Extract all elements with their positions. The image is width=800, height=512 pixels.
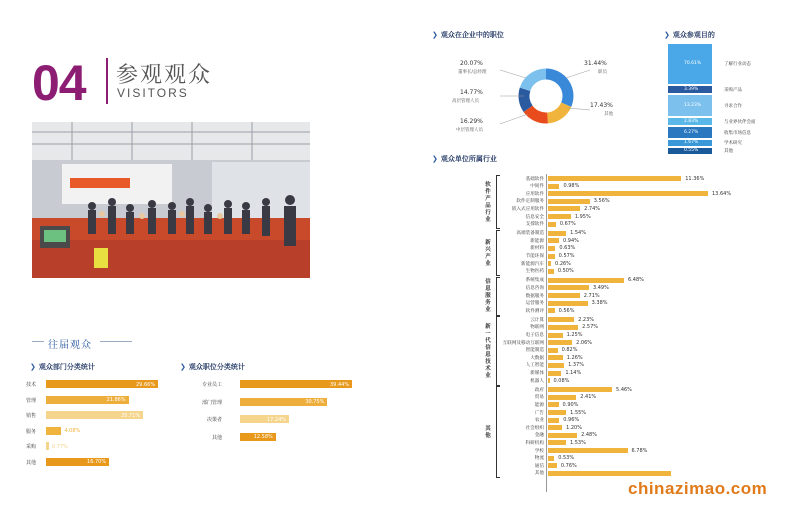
industry-value: 0.76%: [560, 462, 577, 469]
industry-label: 中间件: [530, 184, 544, 190]
industry-bar: [548, 378, 550, 383]
position-bar-label: 专业员工: [201, 382, 222, 388]
industry-value: 1.53%: [569, 439, 586, 446]
visit-goals-title: ❯ 观众参观目的: [664, 31, 715, 39]
industry-label: 软件测评: [525, 308, 544, 314]
industry-value: 1.14%: [565, 370, 582, 376]
dept-bar-label: 技术: [26, 382, 37, 388]
industry-value: 6.78%: [631, 447, 648, 454]
industry-value: 11.36%: [685, 175, 705, 182]
job-chart-title: ❯ 观众在企业中的职位: [432, 31, 504, 39]
industry-label: 数据服务: [525, 293, 544, 299]
department-chart-title: ❯ 观众部门分类统计: [30, 363, 95, 371]
position-bar-value: 30.75%: [305, 399, 325, 405]
previous-visitors-title: 往届观众: [48, 340, 92, 351]
donut-slice: [524, 89, 528, 108]
visit-goal-value: 0.55%: [684, 148, 699, 153]
prev-line-left: [32, 341, 44, 342]
prev-line-right: [100, 341, 132, 342]
industry-bar: [548, 425, 562, 430]
industry-label: 应用软件: [525, 191, 544, 197]
donut-value: 31.44%: [584, 60, 607, 67]
chevron-right-icon: ❯: [180, 363, 186, 371]
industry-value: 0.26%: [555, 260, 571, 267]
visit-goal-value: 2.83%: [684, 118, 699, 124]
industry-bar: [548, 199, 590, 204]
industry-value: 3.49%: [592, 284, 609, 291]
industry-bar: [548, 269, 554, 274]
industry-axis: [546, 174, 547, 492]
header-divider: [106, 58, 108, 104]
chevron-right-icon: ❯: [664, 31, 670, 39]
industry-label: 系统集成: [525, 278, 544, 284]
industry-group-bracket: [496, 230, 500, 277]
industry-value: 13.64%: [712, 190, 732, 197]
industry-label: 信息咨询: [525, 285, 544, 291]
industry-value: 0.90%: [562, 401, 579, 408]
industry-bar: [548, 325, 578, 330]
industry-label: 科研机构: [525, 440, 544, 446]
position-bar-value: 12.58%: [253, 434, 273, 440]
industry-label: 学校: [534, 448, 544, 454]
industry-label: 广告: [534, 410, 544, 416]
industry-bar: [548, 363, 564, 368]
industry-label: 金融: [534, 433, 544, 439]
industry-bar: [548, 254, 555, 259]
industry-label: 节能环保: [525, 254, 544, 259]
chevron-right-icon: ❯: [432, 31, 438, 39]
industry-bar: [548, 333, 563, 338]
industry-value: 0.82%: [561, 347, 578, 354]
industry-label: 嵌入式应用软件: [511, 206, 544, 212]
industry-label: 物流: [534, 456, 544, 462]
industry-bar: [548, 410, 566, 415]
leader-line: [566, 70, 590, 78]
donut-slice: [528, 109, 547, 118]
industry-bar: [548, 214, 571, 219]
industry-bar: [548, 222, 556, 227]
industry-label: 软件定制服务: [516, 199, 544, 205]
industry-bar: [548, 395, 576, 400]
industry-value: 5.46%: [616, 386, 632, 393]
industry-value: 2.23%: [578, 316, 595, 323]
dept-bar-label: 销售: [26, 413, 37, 419]
industry-value: 2.06%: [576, 339, 593, 346]
watermark: chinazimao.com: [628, 479, 768, 498]
industry-label: 能源: [534, 402, 544, 408]
dept-bar-label: 其他: [26, 459, 37, 466]
industry-label: 支撑软件: [525, 222, 544, 228]
donut-value: 16.29%: [460, 118, 483, 125]
industry-label: 信息安全: [525, 214, 544, 220]
industry-label: 其他: [534, 471, 544, 477]
industry-value: 1.37%: [568, 362, 584, 369]
section-title-cn: 参观观众: [116, 63, 213, 88]
visit-goal-value: 6.27%: [684, 129, 699, 135]
industry-bar: [548, 231, 566, 236]
industry-label: 新能源: [530, 238, 544, 244]
industry-group-label: 新兴产业: [485, 239, 491, 267]
industry-label: 互联网及移动互联网: [502, 340, 544, 346]
visit-goal-label: 寻求合作: [724, 103, 742, 109]
donut-value: 20.07%: [460, 60, 483, 67]
industry-value: 1.95%: [574, 213, 591, 220]
dept-bar: [46, 442, 49, 450]
industry-group-bracket: [496, 175, 500, 229]
exhibition-photo: [32, 122, 310, 278]
industry-label: 云计算: [530, 317, 544, 323]
chevron-right-icon: ❯: [30, 363, 36, 371]
industry-group-label: 软件产品行业: [485, 181, 491, 223]
industry-bar: [548, 433, 577, 438]
visit-goal-label: 学术研究: [724, 141, 742, 146]
industry-value: 6.48%: [628, 277, 644, 284]
section-title-en: VISITORS: [117, 86, 189, 100]
industry-bar: [548, 308, 555, 313]
position-bar-value: 17.24%: [266, 416, 287, 423]
industry-value: 0.96%: [563, 417, 580, 424]
position-bar-value: 39.44%: [330, 381, 350, 388]
industry-bar: [548, 176, 681, 181]
position-bar-label: 决策者: [206, 417, 222, 423]
dept-bar-label: 采购: [26, 444, 37, 450]
industry-bar: [548, 448, 628, 453]
industry-label: 生物医药: [525, 269, 544, 275]
industry-value: 3.38%: [591, 300, 608, 307]
industry-bar: [548, 301, 588, 306]
industry-group-bracket: [496, 386, 500, 478]
industry-label: 基础软件: [525, 176, 544, 182]
industry-value: 2.71%: [583, 292, 600, 299]
industry-value: 0.63%: [559, 245, 576, 252]
visit-goal-label: 与业界伙伴会面: [724, 119, 756, 125]
industry-bar: [548, 402, 559, 407]
visit-goal-value: 70.61%: [684, 61, 702, 66]
industry-label: 物联网: [530, 325, 544, 331]
section-number: 04: [32, 55, 86, 111]
industry-label: 机器人: [530, 378, 544, 384]
industry-bar: [548, 293, 580, 298]
industry-bar: [548, 285, 589, 290]
industry-label: 政府: [534, 387, 544, 393]
industry-value: 0.57%: [558, 253, 575, 259]
industry-label: 新能源汽车: [521, 261, 544, 267]
industry-value: 1.20%: [566, 424, 582, 431]
industry-bar: [548, 440, 566, 445]
industry-group-label: 新一代信息技术业: [485, 323, 491, 379]
industry-label: 电子信息: [525, 333, 544, 338]
industry-bar: [548, 261, 551, 266]
donut-label: 高层管理人员: [452, 99, 479, 104]
visit-goal-value: 1.67%: [684, 140, 699, 145]
dept-bar-value: 29.66%: [136, 381, 156, 388]
industry-bar: [548, 238, 559, 243]
visit-goal-label: 收集市场信息: [724, 130, 751, 136]
industry-label: 通信: [534, 463, 544, 469]
industry-value: 2.48%: [581, 432, 597, 439]
leader-line: [568, 108, 590, 110]
visit-goal-value: 3.39%: [684, 86, 699, 92]
industry-value: 2.57%: [582, 324, 599, 331]
position-bar-label: 部门管理: [201, 399, 222, 406]
dept-bar-value: 16.70%: [87, 459, 107, 465]
visit-goal-label: 其他: [724, 149, 733, 154]
industry-label: 大数据: [530, 355, 544, 361]
industry-label: 新媒体: [530, 371, 544, 376]
industry-value: 0.53%: [558, 455, 575, 462]
industry-group-label: 其他: [485, 425, 491, 439]
dept-bar-value: 21.86%: [106, 397, 126, 403]
leader-line: [500, 114, 528, 124]
industry-label: 智能制造: [525, 348, 544, 354]
industry-label: 人工智能: [525, 363, 544, 369]
industry-value: 1.54%: [570, 230, 586, 237]
industry-bar: [548, 206, 580, 211]
donut-value: 17.43%: [590, 102, 613, 109]
donut-slice: [548, 105, 567, 118]
industry-label: 贸易: [534, 395, 544, 401]
industry-bar: [548, 184, 559, 189]
industry-bar: [548, 463, 557, 468]
industry-group-label: 信息服务业: [485, 279, 491, 314]
dept-bar-value: 4.08%: [64, 428, 81, 434]
industry-label: 社会组织: [525, 425, 544, 431]
dept-bar: [46, 427, 61, 435]
industry-value: 2.41%: [580, 394, 597, 401]
donut-value: 14.77%: [460, 89, 483, 96]
position-chart-title: ❯ 观众职位分类统计: [180, 363, 245, 371]
industry-bar: [548, 355, 563, 360]
industry-bar: [548, 317, 574, 322]
dept-bar-label: 服务: [26, 428, 37, 435]
industry-bar: [548, 456, 554, 461]
visit-goal-value: 13.23%: [684, 102, 702, 108]
industry-value: 1.26%: [566, 354, 583, 361]
industry-bar: [548, 371, 561, 376]
industry-value: 0.98%: [563, 183, 580, 190]
industry-bar: [548, 418, 559, 423]
industry-value: 3.56%: [593, 198, 610, 205]
industry-group-bracket: [496, 277, 500, 316]
industry-chart-title: ❯ 观众单位所属行业: [432, 155, 497, 163]
donut-label: 其他: [604, 112, 613, 117]
industry-value: 0.50%: [557, 268, 574, 275]
donut-label: 中层管理人员: [456, 128, 483, 133]
donut-slice: [525, 74, 546, 89]
industry-bar: [548, 348, 558, 353]
leader-line: [500, 70, 526, 78]
industry-bar: [548, 340, 572, 345]
donut-label: 董事长/总经理: [458, 70, 487, 75]
industry-value: 0.56%: [558, 307, 575, 314]
industry-value: 0.67%: [559, 221, 576, 228]
dept-bar-value: 0.77%: [51, 443, 68, 450]
chevron-right-icon: ❯: [432, 155, 438, 163]
industry-bar: [548, 191, 708, 196]
industry-bar: [548, 246, 555, 251]
dept-bar-label: 管理: [26, 397, 37, 404]
dept-bar-value: 25.71%: [121, 412, 141, 419]
industry-label: 运营服务: [525, 301, 544, 307]
industry-label: 新材料: [530, 246, 544, 252]
visit-goal-label: 了解行业动态: [724, 62, 751, 67]
industry-value: 0.94%: [563, 237, 579, 244]
industry-value: 1.25%: [566, 332, 583, 338]
industry-value: 2.74%: [584, 205, 601, 212]
donut-slice: [546, 74, 568, 105]
industry-value: 1.55%: [570, 409, 587, 416]
position-bar-label: 其他: [211, 434, 222, 441]
industry-bar: [548, 278, 624, 283]
industry-bar: [548, 387, 612, 392]
industry-group-bracket: [496, 316, 500, 385]
industry-bar: [548, 471, 671, 476]
donut-label: 职员: [598, 70, 607, 75]
industry-label: 农业: [534, 418, 544, 424]
industry-label: 高端装备制造: [516, 231, 544, 237]
visit-goal-label: 采购产品: [724, 87, 742, 93]
industry-value: 0.08%: [553, 377, 570, 384]
